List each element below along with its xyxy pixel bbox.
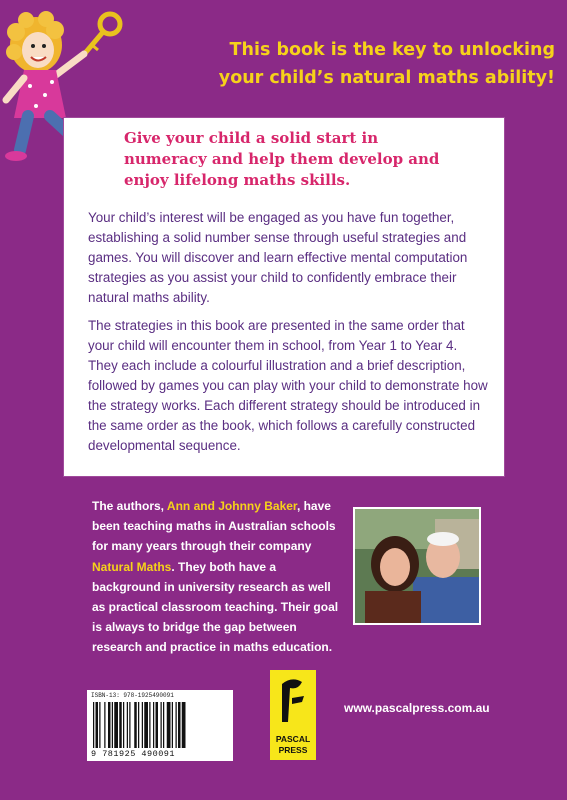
headline-line-1: Give your child a solid start in bbox=[124, 129, 379, 147]
publisher-name-line-1: PASCAL bbox=[275, 734, 311, 744]
isbn-label: ISBN-13: 978-1925490091 bbox=[91, 692, 174, 699]
description-text bbox=[88, 208, 490, 464]
author-bio-middle: , have been teaching maths in Australian schools for many years through their company bbox=[92, 499, 336, 554]
headline-line-2: numeracy and help them develop and bbox=[124, 150, 440, 168]
publisher-name-line-2: PRESS bbox=[278, 745, 308, 755]
barcode-number: 9 781925 490091 bbox=[91, 749, 176, 759]
headline-line-3: enjoy lifelong maths skills. bbox=[124, 171, 351, 189]
description-paragraph-1: Your child’s interest will be engaged as you have fun together, establishing a solid number sense through useful strategies and games. You will discover and learn effective mental computation strategies as you assist your child to confidently embrace their natural maths ability. bbox=[88, 210, 468, 305]
publisher-emblem-icon bbox=[278, 676, 308, 728]
company-name: Natural Maths bbox=[92, 559, 172, 574]
tagline bbox=[150, 36, 555, 92]
website-url[interactable]: www.pascalpress.com.au bbox=[344, 701, 490, 715]
description-paragraph-2: The strategies in this book are presented in the same order that your child will encounter them in school, from Year 1 to Year 4. They each include a colourful illustration and a brief description, followed by games you can play with your child to demonstrate how the strategy works. Each different strategy should be introduced in the same order as the book, which follows a carefully constructed developmental sequence. bbox=[88, 318, 488, 453]
headline bbox=[124, 128, 494, 191]
author-bio-end: . They both have a background in university research as well as practical classroom teaching. Their goal is always to bridge the gap between research and practice in maths education. bbox=[92, 559, 339, 655]
key-icon bbox=[86, 14, 120, 52]
publisher-logo bbox=[270, 670, 316, 760]
tagline-line-2: your child’s natural maths ability! bbox=[218, 68, 555, 88]
author-bio bbox=[92, 496, 342, 658]
author-photo bbox=[353, 507, 481, 625]
author-bio-intro: The authors, bbox=[92, 499, 167, 513]
barcode bbox=[87, 690, 233, 761]
author-names: Ann and Johnny Baker bbox=[166, 499, 297, 513]
tagline-line-1: This book is the key to unlocking bbox=[229, 40, 555, 60]
barcode-bars bbox=[91, 702, 229, 748]
